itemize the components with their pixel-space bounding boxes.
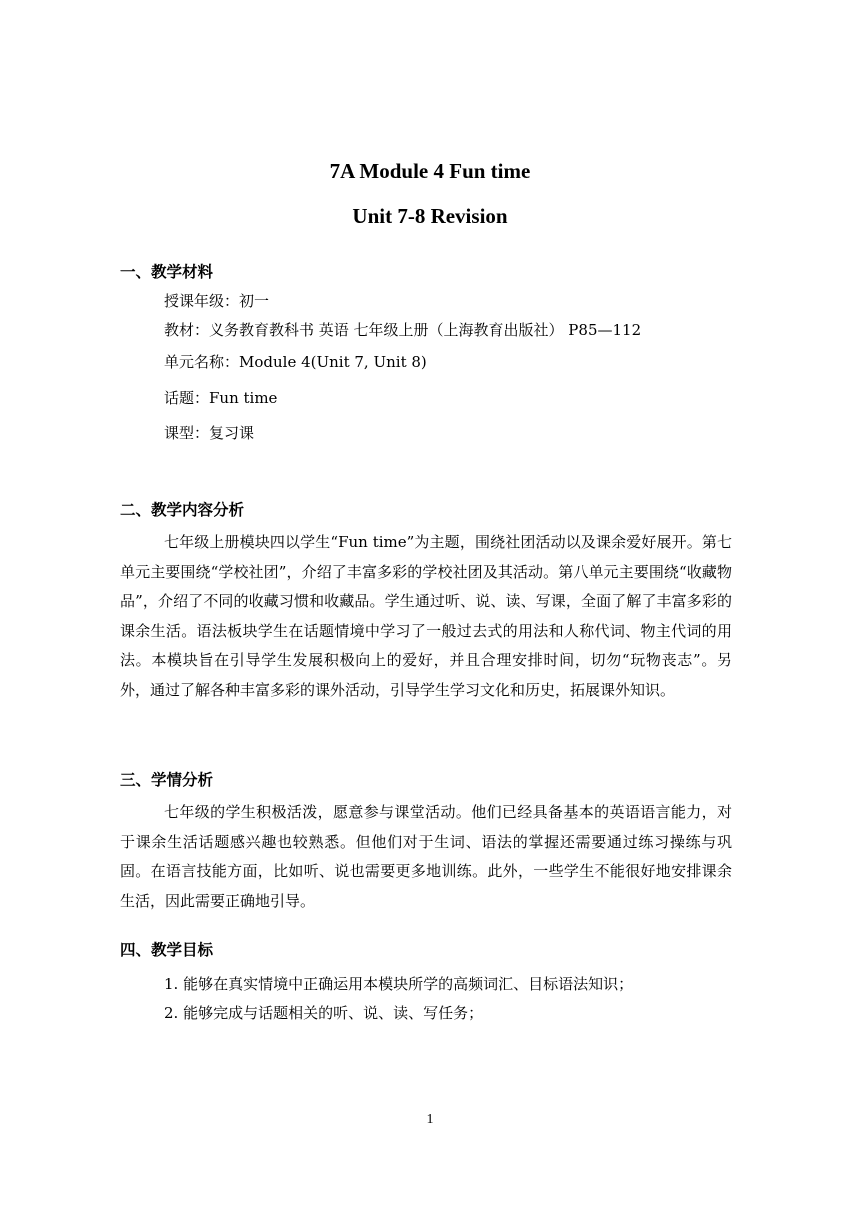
document-subtitle: Unit 7-8 Revision <box>352 204 508 228</box>
objective-item: 1. 能够在真实情境中正确运用本模块所学的高频词汇、目标语法知识； <box>164 975 634 993</box>
content-analysis-paragraph: 七年级上册模块四以学生“Fun time”为主题，围绕社团活动以及课余爱好展开。第七单元主要围绕“学校社团”，介绍了丰富多彩的学校社团及其活动。第八单元主要围绕“收藏物品”，介绍了不同的收藏习惯和收藏品。学生通过听、说、读、写课，全面了解了丰富多彩的课余生活。语法板块学生在话题情境中学习了一般过去式的用法和人称代词、物主代词的用法。本模块旨在引导学生发展积极向上的爱好，并且合理安排时间，切勿“玩物丧志”。另外，通过了解各种丰富多彩的课外活动，引导学生学习文化和历史，拓展课外知识。 <box>120 533 732 699</box>
section-heading-content-analysis: 二、教学内容分析 <box>120 501 245 519</box>
materials-grade: 授课年级：初一 <box>164 292 270 310</box>
materials-topic: 话题：Fun time <box>164 389 278 407</box>
section-heading-materials: 一、教学材料 <box>120 263 214 281</box>
page-number: 1 <box>426 1112 434 1127</box>
section-heading-student-analysis: 三、学情分析 <box>120 771 214 789</box>
document-title: 7A Module 4 Fun time <box>329 159 531 183</box>
objective-item: 2. 能够完成与话题相关的听、说、读、写任务； <box>164 1004 484 1022</box>
materials-unit-name: 单元名称：Module 4(Unit 7, Unit 8) <box>164 353 427 371</box>
section-heading-objectives: 四、教学目标 <box>120 941 214 959</box>
materials-lesson-type: 课型：复习课 <box>164 424 255 442</box>
materials-textbook: 教材：义务教育教科书 英语 七年级上册（上海教育出版社） P85—112 <box>164 321 642 339</box>
student-analysis-paragraph: 七年级的学生积极活泼，愿意参与课堂活动。他们已经具备基本的英语语言能力，对于课余生活话题感兴趣也较熟悉。但他们对于生词、语法的掌握还需要通过练习操练与巩固。在语言技能方面，比如听、说也需要更多地训练。此外，一些学生不能很好地安排课余生活，因此需要正确地引导。 <box>120 803 732 910</box>
